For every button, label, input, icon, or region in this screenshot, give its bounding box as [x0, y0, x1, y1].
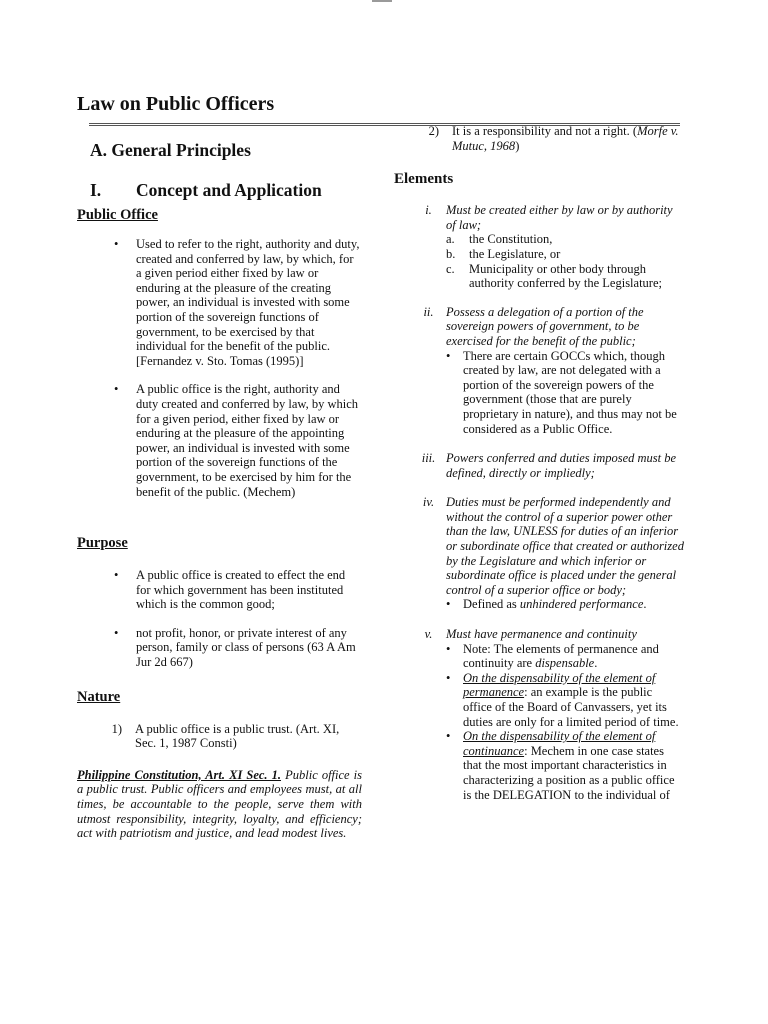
- element-ii-bullet: There are certain GOCCs which, though created by law, are not delegated with a portion of the sovereign powers of the government (those that are purely proprietary in nature), and thus may not be considered as a Public Office.: [463, 348, 677, 436]
- element-iii: [411, 451, 684, 480]
- list-item: [446, 671, 684, 729]
- roman-marker: ii.: [423, 304, 434, 319]
- element-v-list: [446, 642, 684, 803]
- bullet-heading: On the dispensability of the element of continuance: [463, 729, 656, 758]
- roman-marker: iii.: [421, 451, 436, 466]
- left-column: [77, 138, 362, 841]
- bullet-text: : Mechem in one case states that the most important characteristics in characterizing a position as a public office is the DELEGATION to the individual of: [463, 743, 675, 802]
- element-i: [411, 203, 684, 291]
- bullet-heading: On the dispensability of the element of permanence: [463, 670, 656, 700]
- nature-item-1: [100, 722, 362, 751]
- nature-heading: Nature: [77, 688, 121, 705]
- purpose-bullet-2: not profit, honor, or private interest of any person, family or class of persons (63 A Am Jur 2d 667): [136, 625, 356, 670]
- list-item: [114, 382, 362, 499]
- bullet-marker: •: [114, 568, 119, 583]
- roman-numeral: I.: [90, 180, 102, 200]
- document-title: Law on Public Officers: [77, 93, 275, 115]
- nature-item-1-text: A public office is a public trust. (Art. XI, Sec. 1, 1987 Consti): [135, 721, 340, 751]
- constitution-heading: Philippine Constitution, Art. XI Sec. 1.: [77, 767, 282, 782]
- roman-marker: i.: [425, 203, 432, 218]
- sub-marker: c.: [446, 261, 455, 276]
- bullet-marker: •: [114, 625, 119, 640]
- element-v-body: [446, 627, 684, 802]
- bullet-marker: •: [114, 382, 119, 397]
- list-item: [446, 232, 684, 247]
- bullet-end: .: [643, 597, 647, 612]
- element-iv-text-b: UNLESS for duties of an inferior or subordinate office that created or authorized by the Legislature and which inferior or subordinate office is placed under the general control of a superior office or body;: [446, 524, 684, 597]
- roman-heading: [90, 178, 362, 202]
- roman-marker: v.: [424, 627, 433, 642]
- list-item: [114, 625, 362, 670]
- public-office-bullet-1: Used to refer to the right, authority and duty, created and conferred by law, by which, for a given period either fixed by law or enduring at the pleasure of the creating power, an individual is invested with some portion of the sovereign functions of government, to be exercised by that individual for the benefit of the public. [Fernandez v. Sto. Tomas (1995)]: [136, 237, 360, 368]
- bullet-end: .: [594, 656, 598, 671]
- element-iv: [411, 495, 684, 612]
- element-ii-text: Possess a delegation of a portion of the sovereign powers of government, to be exercised for the benefit of the public;: [446, 304, 644, 348]
- bullet-emphasis: dispensable: [535, 656, 595, 671]
- element-v-bullet-1: [463, 642, 684, 671]
- sub-text: Municipality or other body through authority conferred by the Legislature;: [469, 261, 662, 291]
- list-item: [446, 642, 684, 671]
- nature-item-2: [417, 124, 684, 153]
- element-iv-list: [446, 597, 684, 612]
- sub-marker: b.: [446, 246, 456, 261]
- element-iii-text: Powers conferred and duties imposed must be defined, directly or impliedly;: [446, 451, 677, 480]
- element-iv-text: [446, 495, 684, 597]
- bullet-marker: •: [446, 641, 451, 656]
- element-v: [411, 627, 684, 802]
- element-v-bullet-3: [463, 729, 684, 802]
- right-column: [394, 124, 684, 802]
- element-v-bullet-2: [463, 671, 684, 729]
- constitution-text: Public office is a public trust. Public officers and employees must, at all times, be accountable to the people, serve them with utmost responsibility, integrity, loyalty, and efficiency; act with patriotism and justice, and lead modest lives.: [77, 767, 363, 841]
- list-item: [446, 247, 684, 262]
- list-item: [446, 262, 684, 291]
- element-iv-bullet: [463, 597, 647, 612]
- purpose-list: [114, 568, 362, 670]
- purpose-heading: Purpose: [77, 535, 128, 552]
- bullet-marker: •: [446, 670, 451, 685]
- item-2-citation: Morfe v. Mutuc, 1968: [452, 124, 679, 153]
- item-number: 1): [111, 721, 122, 736]
- public-office-list: [114, 237, 362, 499]
- bullet-marker: •: [446, 729, 451, 744]
- item-number: 2): [428, 124, 439, 138]
- constitution-quote: [77, 768, 362, 841]
- element-ii-body: [446, 305, 684, 436]
- element-i-text: Must be created either by law or by authority of law;: [446, 203, 673, 232]
- bullet-emphasis: unhindered performance: [519, 597, 644, 612]
- public-office-bullet-2: A public office is the right, authority and duty created and conferred by law, by which for a given period, either fixed by law or enduring at the pleasure of the appointing power, an individual is invested with some portion of the sovereign functions of the government, to be exercised by him for the benefit of the public. (Mechem): [136, 382, 359, 499]
- element-i-sublist: [446, 232, 684, 290]
- list-item: [446, 729, 684, 802]
- list-item: [114, 237, 362, 368]
- bullet-text: Defined as: [463, 597, 517, 612]
- elements-heading: Elements: [394, 171, 454, 188]
- element-i-body: [446, 203, 684, 291]
- list-item: [446, 597, 684, 612]
- sub-text: the Legislature, or: [469, 246, 561, 261]
- element-ii-list: [446, 349, 684, 437]
- page-top-mark: [372, 0, 392, 2]
- roman-title: Concept and Application: [136, 180, 322, 200]
- list-item: [446, 349, 684, 437]
- roman-marker: iv.: [422, 495, 435, 510]
- section-heading: A. General Principles: [90, 140, 251, 160]
- nature-item-2-text: It is a responsibility and not a right. (Morfe v. Mutuc, 1968): [452, 124, 679, 153]
- sub-text: the Constitution,: [469, 232, 553, 247]
- purpose-bullet-1: A public office is created to effect the end for which government has been instituted which is the common good;: [136, 568, 346, 612]
- public-office-heading: Public Office: [77, 207, 158, 223]
- sub-marker: a.: [446, 232, 455, 247]
- list-item: [114, 568, 362, 612]
- element-v-text: Must have permanence and continuity: [446, 627, 637, 642]
- bullet-text: : an example is the public office of the Board of Canvassers, yet its duties are only for a limited period of time.: [463, 685, 679, 729]
- bullet-marker: •: [114, 237, 119, 251]
- element-ii: [411, 305, 684, 436]
- item-2-text: It is a responsibility and not a right.: [452, 124, 630, 138]
- element-iv-text-a: Duties must be performed independently and without the control of a superior power other than the law,: [446, 495, 673, 539]
- bullet-marker: •: [446, 348, 451, 363]
- bullet-text: Note: The elements of permanence and continuity are: [463, 641, 659, 671]
- bullet-marker: •: [446, 597, 451, 612]
- element-iv-body: [446, 495, 684, 612]
